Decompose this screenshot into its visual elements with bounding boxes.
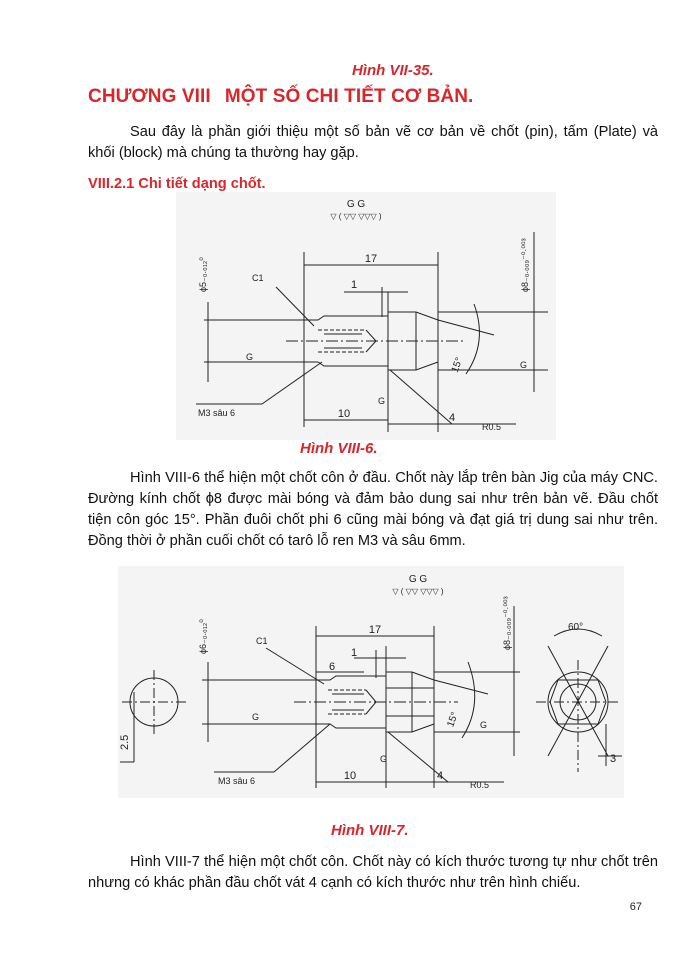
angle-15-fig2: 15° [445, 710, 461, 729]
figure-pin-drawing-1 [176, 192, 556, 440]
figure-pin-drawing-2 [118, 566, 624, 798]
grind-mark-bottom: G [378, 396, 386, 406]
grind-mark-right: G [520, 360, 528, 370]
grind-mark-bottom-fig2: G [380, 754, 388, 764]
surface-mark-sub: ▽ ( ▽▽ ▽▽▽ ) [330, 212, 382, 221]
dimension-17: 17 [364, 253, 378, 265]
dimension-4-fig2: 4 [436, 770, 444, 782]
chamfer-c1-fig2: C1 [256, 636, 268, 646]
angle-60-fig2: 60° [568, 622, 584, 633]
angle-15: 15° [449, 356, 466, 375]
intro-paragraph: Sau đây là phần giới thiệu một số bản vẽ cơ bản về chốt (pin), tấm (Plate) và khối (block) mà chúng ta thường hay gặp. [88, 124, 658, 161]
surface-mark-sub-2: ▽ ( ▽▽ ▽▽▽ ) [392, 587, 444, 596]
dimension-1-fig2: 1 [350, 647, 358, 659]
tolerance-left-fig2: ϕ6₋₀.₀₁₂⁰ [198, 619, 208, 654]
dimension-10: 10 [337, 408, 351, 420]
surface-mark: G G [346, 199, 366, 210]
thread-m3: M3 sâu 6 [198, 408, 236, 418]
dimension-1: 1 [350, 279, 358, 291]
radius-r05-fig2: R0.5 [470, 780, 490, 790]
thread-m3-fig2: M3 sâu 6 [218, 776, 256, 786]
chapter-heading [88, 86, 473, 108]
dimension-25-fig2: 2.5 [119, 734, 131, 750]
figure2-caption: Hình VIII-7. [331, 822, 409, 839]
tolerance-right: ϕ8₋₀.₀₀₉⁻⁰·⁰⁰³ [520, 238, 530, 292]
section-heading: VIII.2.1 Chi tiết dạng chốt. [88, 176, 266, 192]
radius-r05: R0.5 [482, 422, 502, 432]
dimension-10-fig2: 10 [343, 770, 357, 782]
dimension-3-fig2: 3 [610, 753, 617, 765]
tolerance-right-fig2: ϕ8₋₀.₀₀₉⁻⁰·⁰⁰³ [502, 596, 512, 650]
previous-figure-caption: Hình VII-35. [352, 62, 434, 79]
chamfer-c1: C1 [252, 273, 264, 283]
surface-mark-2: G G [408, 574, 428, 585]
grind-mark-right-fig2: G [480, 720, 488, 730]
paragraph-figure1-description: Hình VIII-6 thể hiện một chốt côn ở đầu. Chốt này lắp trên bàn Jig của máy CNC. Đường kính chốt ϕ8 được mài bóng và đảm bảo dung sai như trên bản vẽ. Đầu chốt tiện côn góc 15°. Phần đuôi chốt phi 6 cũng mài bóng và đạt giá trị dung sai như trên. Đồng thời ở phần cuối chốt có tarô lỗ ren M3 và sâu 6mm. [88, 470, 658, 549]
grind-mark-left: G [246, 352, 254, 362]
dimension-17-fig2: 17 [368, 624, 382, 636]
chapter-number: CHƯƠNG VIII [88, 86, 211, 107]
grind-mark-left-fig2: G [252, 712, 260, 722]
paragraph-figure2-description: Hình VIII-7 thể hiện một chốt côn. Chốt này có kích thước tương tự như chốt trên nhưng có khác phần đầu chốt vát 4 cạnh có kích thước như trên hình chiếu. [88, 854, 658, 891]
chapter-title: MỘT SỐ CHI TIẾT CƠ BẢN. [224, 86, 474, 107]
figure1-caption: Hình VIII-6. [300, 440, 378, 457]
dimension-6-fig2: 6 [328, 661, 336, 673]
page-number: 67 [629, 901, 642, 913]
dimension-4: 4 [448, 412, 456, 424]
tolerance-left: ϕ5₋₀.₀₁₂⁰ [198, 257, 208, 292]
